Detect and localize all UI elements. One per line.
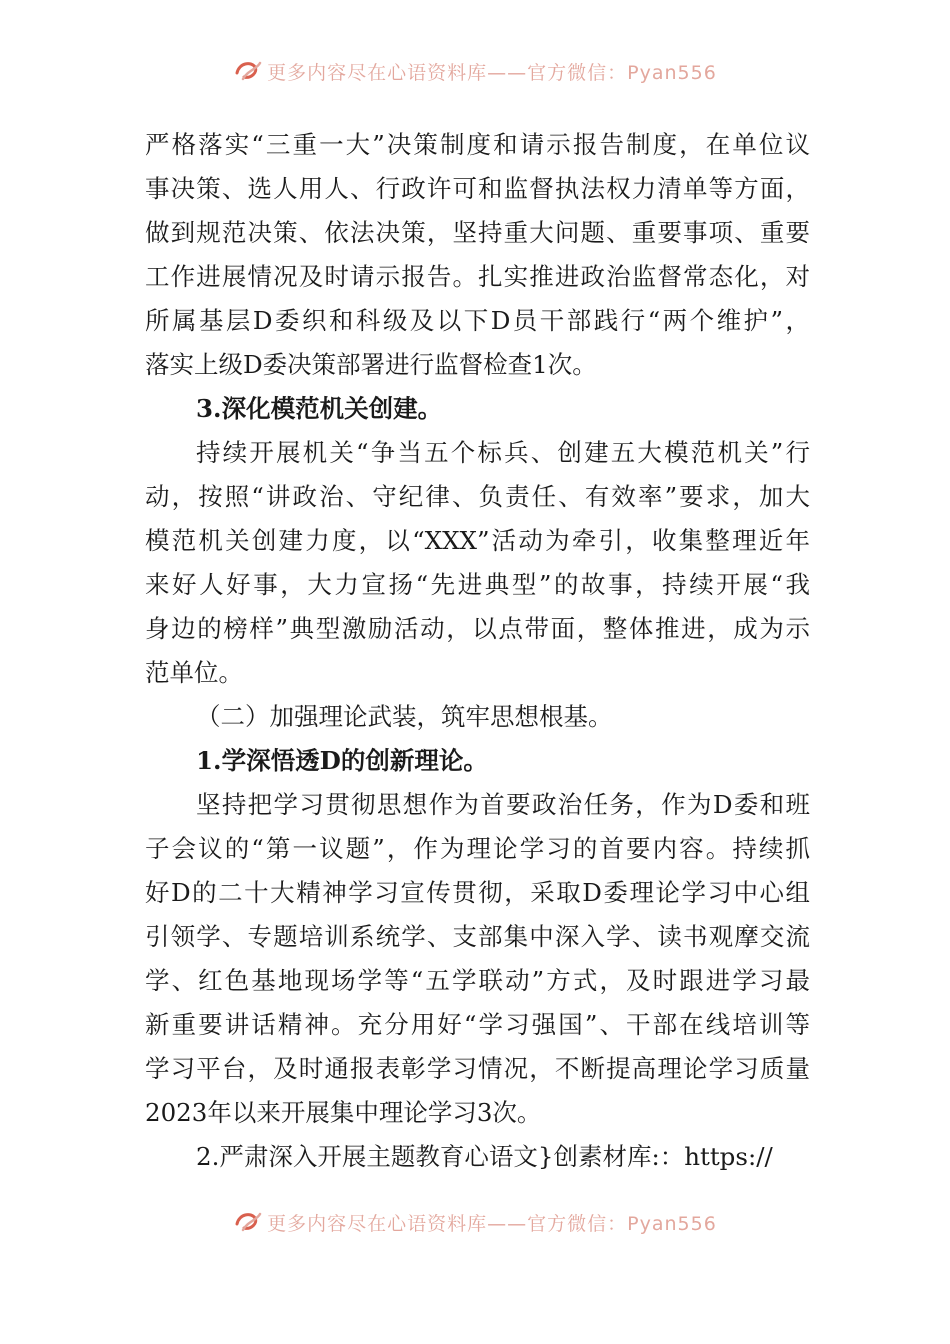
text-line: 2023年以来开展集中理论学习3次。 <box>145 1098 542 1127</box>
text-line: 坚持把学习贯彻思想作为首要政治任务，作为D委和班 <box>196 790 810 819</box>
text-line: 事决策、选人用人、行政许可和监督执法权力清单等方面， <box>145 174 810 203</box>
text-line: 身边的榜样”典型激励活动，以点带面，整体推进，成为示 <box>145 614 810 643</box>
section-heading: （二）加强理论武装，筑牢思想根基。 <box>196 702 613 731</box>
text-line: 2.严肃深入开展主题教育心语文}创素材库:：https:// <box>196 1142 773 1171</box>
text-line: 动，按照“讲政治、守纪律、负责任、有效率”要求，加大 <box>145 482 810 511</box>
text-line: 好D的二十大精神学习宣传贯彻，采取D委理论学习中心组 <box>145 878 810 907</box>
watermark-text: 更多内容尽在心语资料库——官方微信：Pyan556 <box>267 61 717 84</box>
text-line: 引领学、专题培训系统学、支部集中深入学、读书观摩交流 <box>145 922 810 951</box>
text-line: 学、红色基地现场学等“五学联动”方式，及时跟进学习最 <box>145 966 810 995</box>
logo-icon <box>233 59 263 83</box>
text-line: 子会议的“第一议题”，作为理论学习的首要内容。持续抓 <box>145 834 810 863</box>
footer-watermark <box>0 1205 950 1239</box>
text-line: 新重要讲话精神。充分用好“学习强国”、干部在线培训等 <box>145 1010 810 1039</box>
text-line: 模范机关创建力度，以“XXX”活动为牵引，收集整理近年 <box>145 526 810 555</box>
text-line: 工作进展情况及时请示报告。扎实推进政治监督常态化，对 <box>145 262 810 291</box>
subheading: 1.学深悟透D的创新理论。 <box>196 746 488 775</box>
text-line: 严格落实“三重一大”决策制度和请示报告制度，在单位议 <box>145 130 810 159</box>
text-line: 来好人好事，大力宣扬“先进典型”的故事，持续开展“我 <box>145 570 810 599</box>
watermark-text: 更多内容尽在心语资料库——官方微信：Pyan556 <box>267 1212 717 1235</box>
subheading: 3.深化模范机关创建。 <box>196 394 443 423</box>
logo-icon <box>233 1210 263 1234</box>
text-line: 范单位。 <box>145 658 243 687</box>
text-line: 所属基层D委织和科级及以下D员干部践行“两个维护”， <box>145 306 810 335</box>
header-watermark <box>0 54 950 88</box>
text-line: 做到规范决策、依法决策，坚持重大问题、重要事项、重要 <box>145 218 810 247</box>
text-line: 落实上级D委决策部署进行监督检查1次。 <box>145 350 597 379</box>
text-line: 持续开展机关“争当五个标兵、创建五大模范机关”行 <box>196 438 810 467</box>
text-line: 学习平台，及时通报表彰学习情况，不断提高理论学习质量 <box>145 1054 810 1083</box>
